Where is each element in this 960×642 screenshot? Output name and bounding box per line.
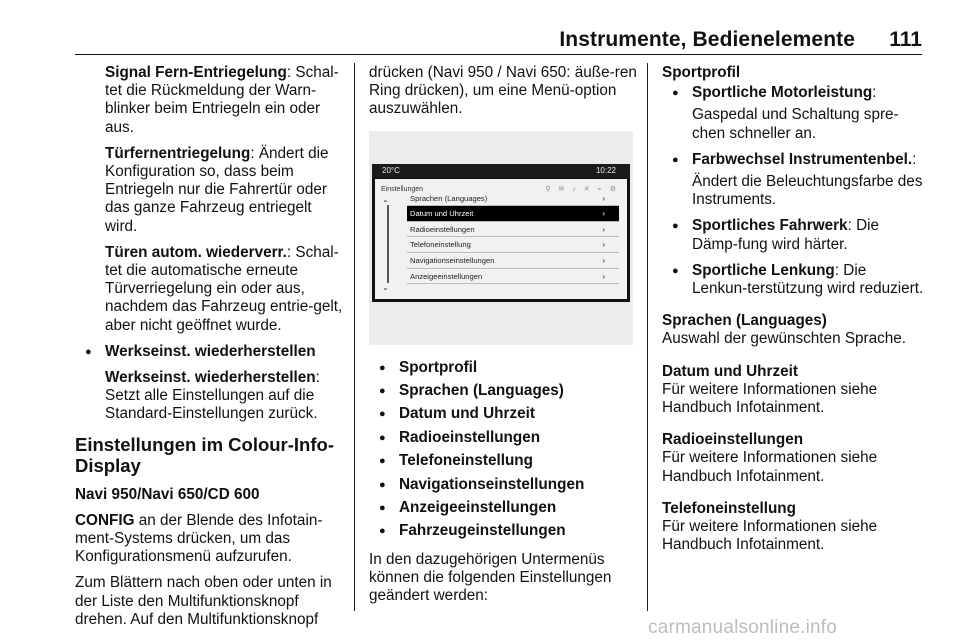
- bullet-color-change: ● Farbwechsel Instrumentenbel.:: [662, 151, 924, 169]
- column-3: [662, 64, 924, 568]
- menu-item-label: Radioeinstellungen: [410, 224, 475, 234]
- chevron-right-icon: ›: [602, 255, 605, 265]
- header-divider: [75, 54, 922, 55]
- watermark: carmanualsonline.info: [648, 617, 838, 638]
- column-divider-2: [647, 63, 648, 611]
- section-title: Telefoneinstellung: [662, 499, 796, 517]
- list-item: ● Navigationseinstellungen: [369, 476, 639, 494]
- page-header: [0, 28, 960, 58]
- chevron-down-icon: ⌄: [382, 282, 389, 292]
- menu-item-label: Telefoneinstellung: [410, 240, 471, 250]
- list-item: ● Radioeinstellungen: [369, 429, 639, 447]
- color-change-desc: Ändert die Beleuchtungsfarbe des Instruments.: [692, 173, 923, 209]
- list-item: ● Anzeigeeinstellungen: [369, 499, 639, 517]
- paragraph-config: CONFIG an der Blende des Infotain-ment-Systems drücken, um das Konfigurationsmenü aufzurufen.: [75, 511, 323, 566]
- bullet-sport-steering: ● Sportliche Lenkung: Die Lenkun-terstützung wird reduziert.: [662, 262, 924, 298]
- settings-section: [662, 312, 924, 348]
- chevron-right-icon: ›: [602, 271, 605, 281]
- bullet-sport-engine: ● Sportliche Motorleistung:: [662, 84, 924, 102]
- menu-item[interactable]: [407, 206, 619, 222]
- menu-item[interactable]: [407, 253, 619, 269]
- scrollbar: [387, 205, 389, 283]
- section-text: Für weitere Informationen siehe Handbuch Infotainment.: [662, 449, 878, 485]
- menu-item-label: Anzeigeeinstellungen: [410, 271, 483, 281]
- menu-title: Einstellungen: [381, 185, 424, 193]
- paragraph-signal-remote: Signal Fern-Entriegelung: Schal-tet die Rückmeldung der Warn-blinker beim Entriegeln ein oder aus.: [105, 64, 339, 136]
- settings-list: [369, 359, 639, 541]
- page-title: Instrumente, Bedienelemente: [559, 28, 855, 51]
- chevron-right-icon: ›: [602, 224, 605, 234]
- chevron-right-icon: ›: [602, 209, 605, 219]
- section-heading: Einstellungen im Colour-Info-Display: [75, 433, 334, 476]
- menu-item[interactable]: [407, 222, 619, 238]
- paragraph-submenus: In den dazugehörigen Untermenüs können die folgenden Einstellungen geändert werden:: [369, 550, 612, 604]
- list-item: ● Sprachen (Languages): [369, 382, 639, 400]
- list-item: ● Datum und Uhrzeit: [369, 405, 639, 423]
- display-frame: [372, 164, 630, 302]
- chevron-right-icon: ›: [602, 240, 605, 250]
- temperature-readout: 20°C: [382, 165, 400, 175]
- column-divider-1: [354, 63, 355, 611]
- infotainment-screenshot: [369, 131, 633, 345]
- paragraph-door-remote: Türfernentriegelung: Ändert die Konfiguration so, dass beim Entriegeln nur die Fahrertür oder das ganze Fahrzeug entriegelt wird.: [105, 144, 329, 235]
- menu-item[interactable]: [407, 269, 619, 285]
- bullet-factory-reset: ● Werkseinst. wiederherstellen: [75, 343, 345, 361]
- column-2: [369, 64, 639, 613]
- settings-section: [662, 363, 924, 418]
- section-text: Für weitere Informationen siehe Handbuch Infotainment.: [662, 380, 878, 417]
- bullet-sport-chassis: ● Sportliches Fahrwerk: Die Dämp-fung wird härter.: [662, 217, 924, 253]
- settings-sections: [662, 312, 924, 554]
- section-text: Auswahl der gewünschten Sprache.: [662, 330, 907, 348]
- section-title: Radioeinstellungen: [662, 431, 804, 449]
- paragraph-auto-relock: Türen autom. wiederverr.: Schal-tet die automatische erneute Türverriegelung ein oder aus, nachdem das Fahrzeug entrie-gelt, aber nicht geöffnet wurde.: [105, 243, 343, 334]
- column-1: [75, 64, 345, 637]
- subheading: Navi 950/Navi 650/CD 600: [75, 485, 260, 503]
- section-title: Sprachen (Languages): [662, 312, 827, 330]
- page-number: 111: [889, 28, 922, 51]
- status-icons: ⚲ ✉ ♪ ✕ ⌁ ⚙: [545, 185, 619, 193]
- paragraph-select: drücken (Navi 950 / Navi 650: äuße-ren Ring drücken), um eine Menü-option auszuwählen.: [369, 64, 637, 118]
- menu-list: [407, 191, 619, 285]
- settings-section: [662, 500, 924, 555]
- clock-readout: 10:22: [595, 165, 616, 175]
- paragraph-factory-reset: Werkseinst. wiederherstellen: Setzt alle Einstellungen auf die Standard-Einstellungen zurück.: [105, 369, 320, 423]
- paragraph-scroll: Zum Blättern nach oben oder unten in der Liste den Multifunktionsknopf drehen. Auf den Multifunktionsknopf: [75, 574, 332, 628]
- menu-item[interactable]: [407, 191, 619, 207]
- sport-heading: Sportprofil: [662, 64, 741, 81]
- menu-item-label: Navigationseinstellungen: [410, 255, 495, 265]
- list-item: ● Telefoneinstellung: [369, 452, 639, 470]
- display-status-bar: [372, 164, 630, 178]
- section-text: Für weitere Informationen siehe Handbuch Infotainment.: [662, 518, 878, 554]
- display-menu: [375, 179, 627, 299]
- menu-item-label: Datum und Uhrzeit: [410, 209, 474, 219]
- section-title: Datum und Uhrzeit: [662, 362, 798, 380]
- list-item: ● Fahrzeugeinstellungen: [369, 522, 639, 540]
- list-item: ● Sportprofil: [369, 359, 639, 377]
- settings-section: [662, 431, 924, 486]
- sport-engine-desc: Gaspedal und Schaltung spre-chen schneller an.: [692, 106, 899, 142]
- chevron-right-icon: ›: [602, 193, 605, 203]
- menu-item[interactable]: [407, 237, 619, 253]
- menu-item-label: Sprachen (Languages): [410, 193, 488, 203]
- chevron-up-icon: ⌃: [382, 198, 389, 208]
